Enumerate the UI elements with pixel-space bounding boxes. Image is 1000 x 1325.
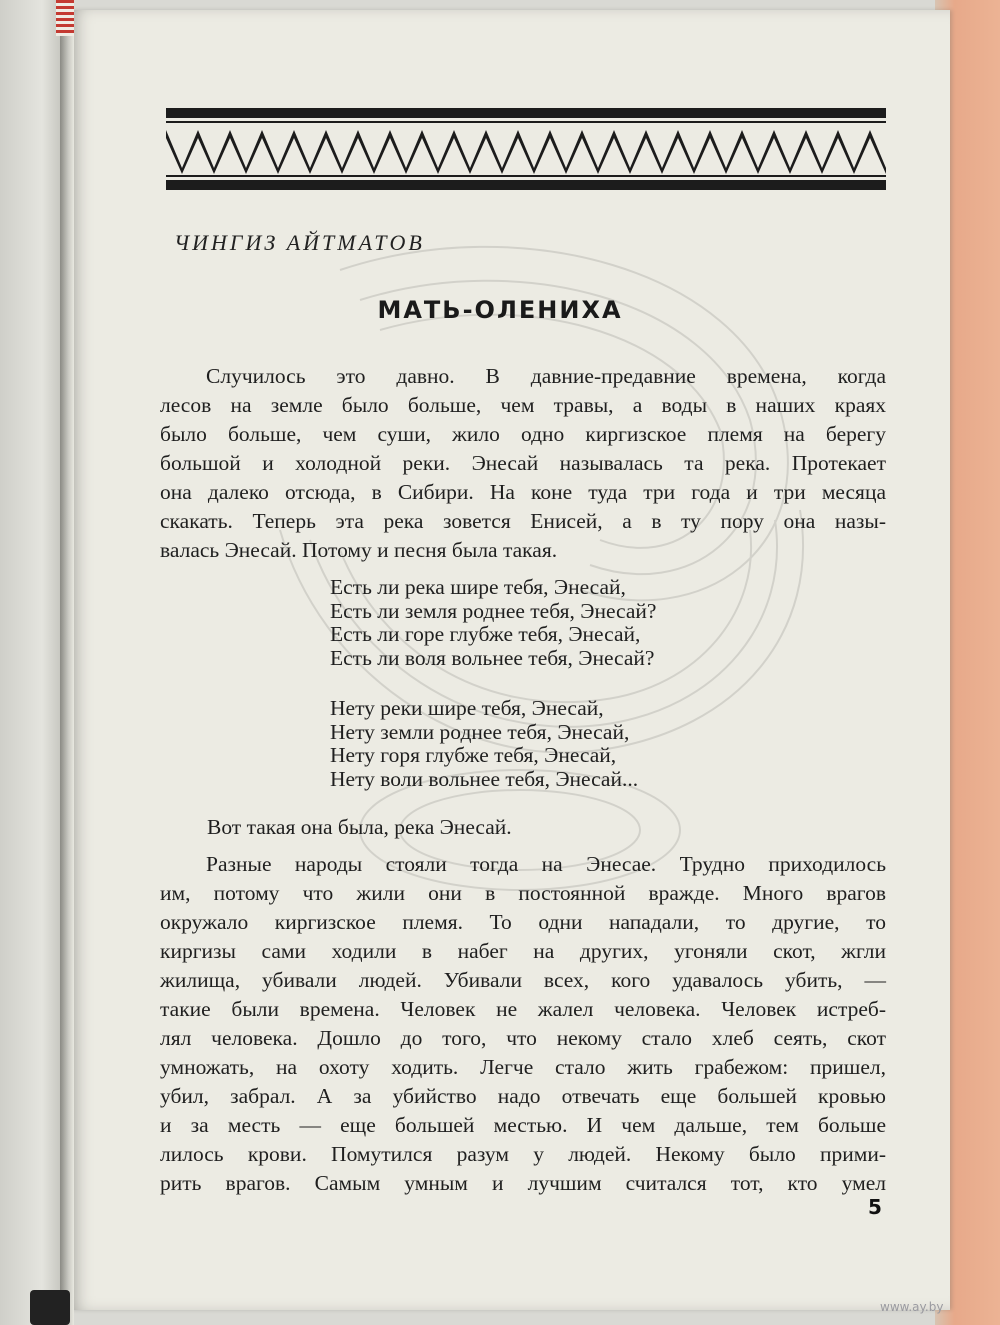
binding-thread-top <box>56 0 74 36</box>
paragraph-line: жилища, убивали людей. Убивали всех, кого удавалось убить, — <box>160 968 886 992</box>
poem-line: Есть ли горе глубже тебя, Энесай, <box>330 622 641 646</box>
paragraph-line: лесов на земле было больше, чем травы, а воды в наших краях <box>160 393 886 417</box>
paragraph-line: им, потому что жили они в постоянной вражде. Много врагов <box>160 881 886 905</box>
paragraph-line: и за месть — еще большей местью. И чем дальше, тем больше <box>160 1113 886 1137</box>
poem-line: Нету горя глубже тебя, Энесай, <box>330 743 617 767</box>
binding-corner <box>30 1290 70 1325</box>
story-title: МАТЬ-ОЛЕНИХА <box>377 296 623 324</box>
paragraph-line: умножать, на охоту ходить. Легче стало жить грабежом: пришел, <box>160 1055 886 1079</box>
paragraph-line: лял человека. Дошло до того, что некому стало хлеб сеять, скот <box>160 1026 886 1050</box>
page-number: 5 <box>868 1195 882 1219</box>
paragraph-line: убил, забрал. А за убийство надо отвечать еще большей кровью <box>160 1084 886 1108</box>
paragraph-line: рить врагов. Самым умным и лучшим считался тот, кто умел <box>160 1171 886 1195</box>
poem-stanza-2 <box>330 697 638 791</box>
poem-line: Есть ли воля вольнее тебя, Энесай? <box>330 645 655 670</box>
paragraph-line: скакать. Теперь эта река зовется Енисей, а в ту пору она назы- <box>160 509 886 533</box>
book-binding <box>60 0 74 1325</box>
paragraph-line: лилось крови. Помутился разум у людей. Некому было прими- <box>160 1142 886 1166</box>
poem-line: Нету земли роднее тебя, Энесай, <box>330 719 630 744</box>
paragraph-line: она далеко отсюда, в Сибири. На коне туда три года и три месяца <box>160 480 886 504</box>
paragraph-line: валась Энесай. Потому и песня была такая. <box>160 538 558 562</box>
header-ornament-band <box>166 108 886 190</box>
poem-line: Есть ли земля роднее тебя, Энесай? <box>330 598 657 623</box>
poem-line: Есть ли река шире тебя, Энесай, <box>330 575 626 599</box>
author-name: ЧИНГИЗ АЙТМАТОВ <box>174 230 425 255</box>
paragraph-2: Вот такая она была, река Энесай. <box>207 815 512 839</box>
poem-stanza-1 <box>330 576 656 670</box>
paragraph-line: было больше, чем суши, жило одно киргизское племя на берегу <box>160 422 886 446</box>
poem-line: Нету реки шире тебя, Энесай, <box>330 696 604 720</box>
paragraph-3 <box>160 850 886 1198</box>
poem-line: Нету воли вольнее тебя, Энесай... <box>330 766 639 791</box>
paragraph-line: такие были времена. Человек не жалел человека. Человек истреб- <box>160 997 886 1021</box>
paragraph-1 <box>160 362 886 565</box>
site-watermark: www.ay.by <box>880 1300 944 1314</box>
paragraph-line: Разные народы стояли тогда на Энесае. Трудно приходилось <box>206 852 886 876</box>
paragraph-line: Случилось это давно. В давние-предавние времена, когда <box>206 364 886 388</box>
paragraph-line: киргизы сами ходили в набег на других, угоняли скот, жгли <box>160 939 886 963</box>
paragraph-line: большой и холодной реки. Энесай называлась та река. Протекает <box>160 451 886 475</box>
paragraph-line: окружало киргизское племя. То одни нападали, то другие, то <box>160 910 886 934</box>
